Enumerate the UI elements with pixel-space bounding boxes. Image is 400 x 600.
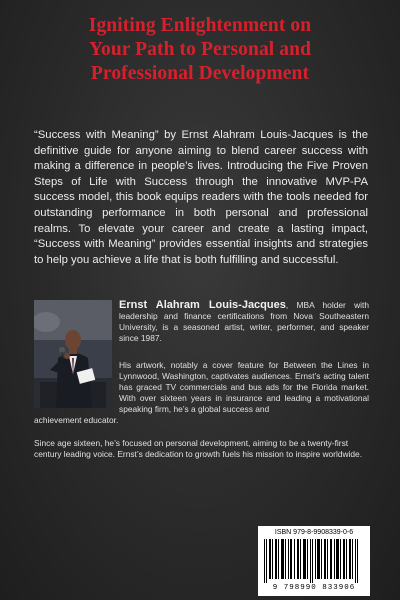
author-bio-intro xyxy=(119,300,369,344)
author-name: Ernst Alahram Louis-Jacques xyxy=(119,299,286,311)
author-bio-text: , MBA holder with leadership and finance certifications from Nova Southeastern University, is a seasoned artist, writer, performer, and speaker since 1987. xyxy=(119,300,370,343)
title-line: Igniting Enlightenment on xyxy=(88,15,312,36)
title-line: Professional Development xyxy=(90,63,310,84)
barcode-graphic xyxy=(264,539,364,583)
book-description: “Success with Meaning” by Ernst Alahram Louis-Jacques is the definitive guide for anyone aiming to blend career success with making a difference in people’s lives. Introducing the Five Proven Steps of Life with Success through the innovative MVP-PA success model, this book equips readers with the tools needed for outstanding performance in both personal and professional realms. To elevate your career and create a lasting impact, “Success with Meaning” provides essential insights and strategies to help you achieve a life that is both fulfilling and successful. xyxy=(34,129,368,266)
title-line: Your Path to Personal and xyxy=(88,39,312,60)
author-photo-image xyxy=(34,300,112,408)
isbn-label: ISBN 979-8-9908339-0-6 xyxy=(274,529,354,536)
author-bio-career-end: achievement educator. xyxy=(34,415,119,425)
author-bio-mission: Since age sixteen, he’s focused on personal development, aiming to be a twenty-first century leading voice. Ernst’s dedication to growth fuels his mission to inspire worldwide. xyxy=(34,438,363,459)
barcode-number: 9 798990 833906 xyxy=(272,584,356,592)
author-photo xyxy=(34,300,112,408)
cover-title xyxy=(20,14,380,86)
isbn-barcode xyxy=(258,526,370,596)
author-bio-career: His artwork, notably a cover feature for Between the Lines in Lynnwood, Washington, captivates audiences. Ernst’s acting talent has graced TV commercials and bus ads for the Florida market. With over sixteen years in insurance and leading a motivational speaking firm, he’s a global success and xyxy=(119,360,369,414)
